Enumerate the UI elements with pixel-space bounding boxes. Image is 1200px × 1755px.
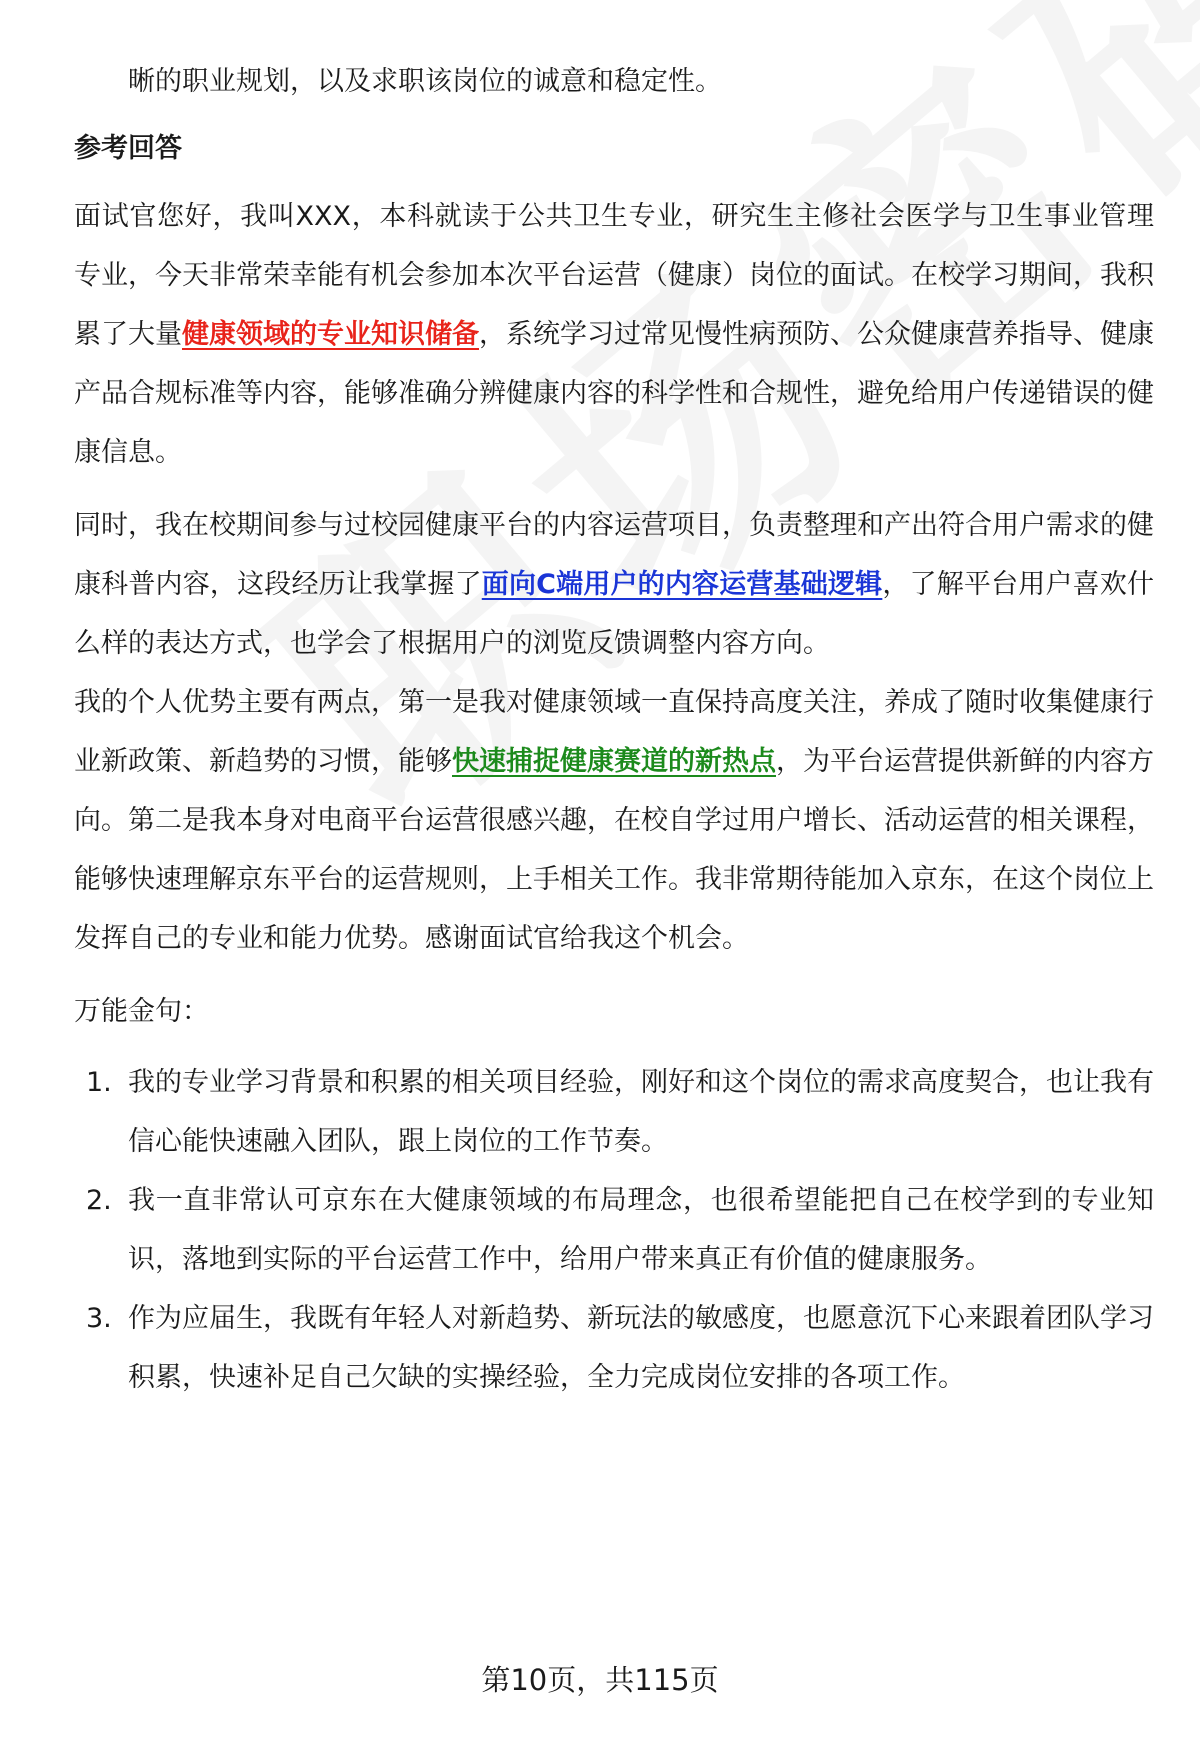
list-item-text: 作为应届生，我既有年轻人对新趋势、新玩法的敏感度，也愿意沉下心来跟着团队学习积累，快速补足自己欠缺的实操经验，全力完成岗位安排的各项工作。	[128, 1303, 1154, 1393]
answer-p1-text-after: ，系统学习过常见慢性病预防、公众健康营养指导、健康产品合规标准等内容，能够准确分辨健康内容的科学性和合规性，避免给用户传递错误的健康信息。	[74, 319, 1154, 468]
answer-p1-text: 面试官您好，我叫XXX，本科就读于公共卫生专业，研究生主修社会医学与卫生事业管理专业，今天非常荣幸能有机会参加本次平台运营（健康）岗位的面试。在校学习期间，我积累了大量	[74, 201, 1154, 350]
page-content	[74, 52, 1154, 1407]
reference-answer-heading: 参考回答	[74, 133, 182, 164]
list-item	[74, 1171, 1154, 1289]
list-item-text: 我的专业学习背景和积累的相关项目经验，刚好和这个岗位的需求高度契合，也让我有信心能快速融入团队，跟上岗位的工作节奏。	[128, 1067, 1154, 1157]
page-number-footer: 第10页，共115页	[481, 1663, 719, 1697]
highlight-green: 快速捕捉健康赛道的新热点	[452, 746, 776, 777]
intro-line: 晰的职业规划，以及求职该岗位的诚意和稳定性。	[128, 66, 722, 97]
answer-paragraph-1	[74, 187, 1154, 482]
answer-p2-text: 同时，我在校期间参与过校园健康平台的内容运营项目，负责整理和产出符合用户需求的健康科普内容，这段经历让我掌握了	[74, 510, 1154, 600]
list-item-number: 3.	[86, 1303, 112, 1334]
list-item-text: 我一直非常认可京东在大健康领域的布局理念，也很希望能把自己在校学到的专业知识，落地到实际的平台运营工作中，给用户带来真正有价值的健康服务。	[128, 1185, 1154, 1275]
answer-p2-text-after: ，了解平台用户喜欢什么样的表达方式，也学会了根据用户的浏览反馈调整内容方向。	[74, 569, 1154, 659]
answer-p3-text-after: ，为平台运营提供新鲜的内容方向。第二是我本身对电商平台运营很感兴趣，在校自学过用户增长、活动运营的相关课程，能够快速理解京东平台的运营规则，上手相关工作。我非常期待能加入京东，在这个岗位上发挥自己的专业和能力优势。感谢面试官给我这个机会。	[74, 746, 1154, 954]
list-item	[74, 1053, 1154, 1171]
answer-paragraph-3	[74, 673, 1154, 968]
answer-p3-text: 我的个人优势主要有两点，第一是我对健康领域一直保持高度关注，养成了随时收集健康行业新政策、新趋势的习惯，能够	[74, 687, 1154, 777]
golden-sentences-label: 万能金句：	[74, 996, 209, 1027]
highlight-red: 健康领域的专业知识储备	[182, 319, 479, 350]
list-item-number: 2.	[86, 1185, 112, 1216]
golden-sentences-list	[74, 1053, 1154, 1407]
highlight-blue: 面向C端用户的内容运营基础逻辑	[481, 569, 883, 600]
list-item-number: 1.	[86, 1067, 112, 1098]
list-item	[74, 1289, 1154, 1407]
answer-paragraph-2	[74, 496, 1154, 673]
